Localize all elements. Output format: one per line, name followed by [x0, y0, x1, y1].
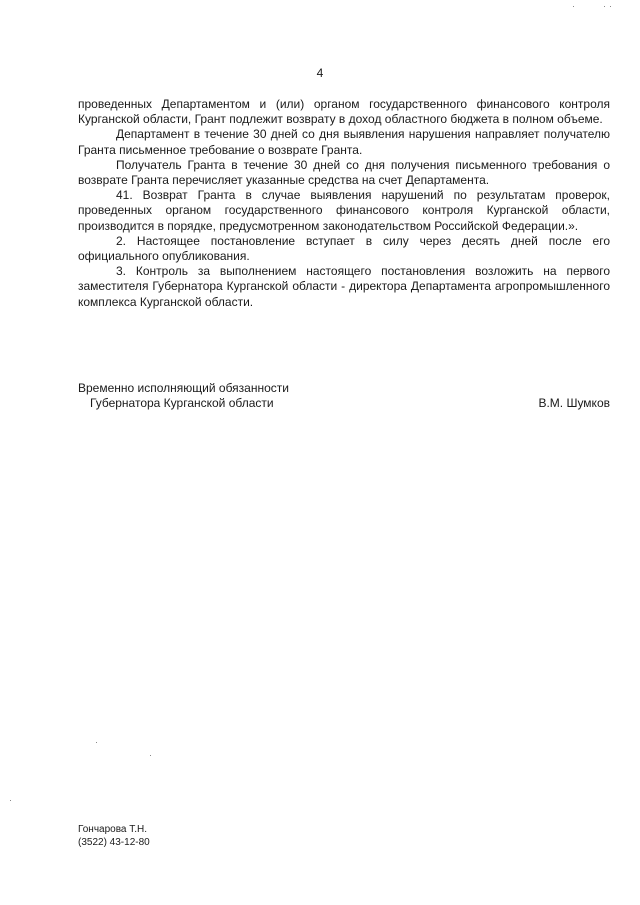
paragraph-continuation: проведенных Департаментом и (или) органом государственного финансового контроля Курганской области, Грант подлежит возврату в доход областного бюджета в полном объеме. — [78, 97, 610, 127]
contact-block — [78, 823, 150, 849]
scan-speck — [150, 755, 151, 756]
scan-speck — [604, 6, 605, 7]
paragraph-department-requirement: Департамент в течение 30 дней со дня выявления нарушения направляет получателю Гранта письменное требование о возврате Гранта. — [78, 127, 610, 157]
signatory-name: В.М. Шумков — [538, 396, 610, 411]
page-number: 4 — [316, 66, 324, 80]
paragraph-recipient-transfer: Получатель Гранта в течение 30 дней со дня получения письменного требования о возврате Гранта перечисляет указанные средства на счет Департамента. — [78, 157, 610, 188]
scan-speck — [96, 742, 97, 743]
paragraph-item-2: 2. Настоящее постановление вступает в силу через десять дней после его официального опубликования. — [78, 233, 610, 264]
scan-speck — [573, 6, 574, 7]
signature-position-line2: Губернатора Курганской области — [90, 396, 274, 411]
contact-phone: (3522) 43-12-80 — [78, 837, 150, 848]
contact-author: Гончарова Т.Н. — [78, 824, 148, 835]
signature-row — [78, 396, 610, 412]
signature-block — [78, 381, 610, 412]
scan-speck — [610, 6, 611, 7]
signature-position-line1: Временно исполняющий обязанности — [78, 381, 289, 395]
scan-speck — [10, 800, 11, 801]
document-body — [78, 97, 610, 310]
paragraph-item-3: 3. Контроль за выполнением настоящего постановления возложить на первого заместителя Губернатора Курганской области - директора Департамента агропромышленного комплекса Курганской области. — [78, 264, 610, 309]
paragraph-item-41: 41. Возврат Гранта в случае выявления нарушений по результатам проверок, проведенных органом государственного финансового контроля Курганской области, производится в порядке, предусмотренном законодательством Российской Федерации.». — [78, 188, 610, 233]
